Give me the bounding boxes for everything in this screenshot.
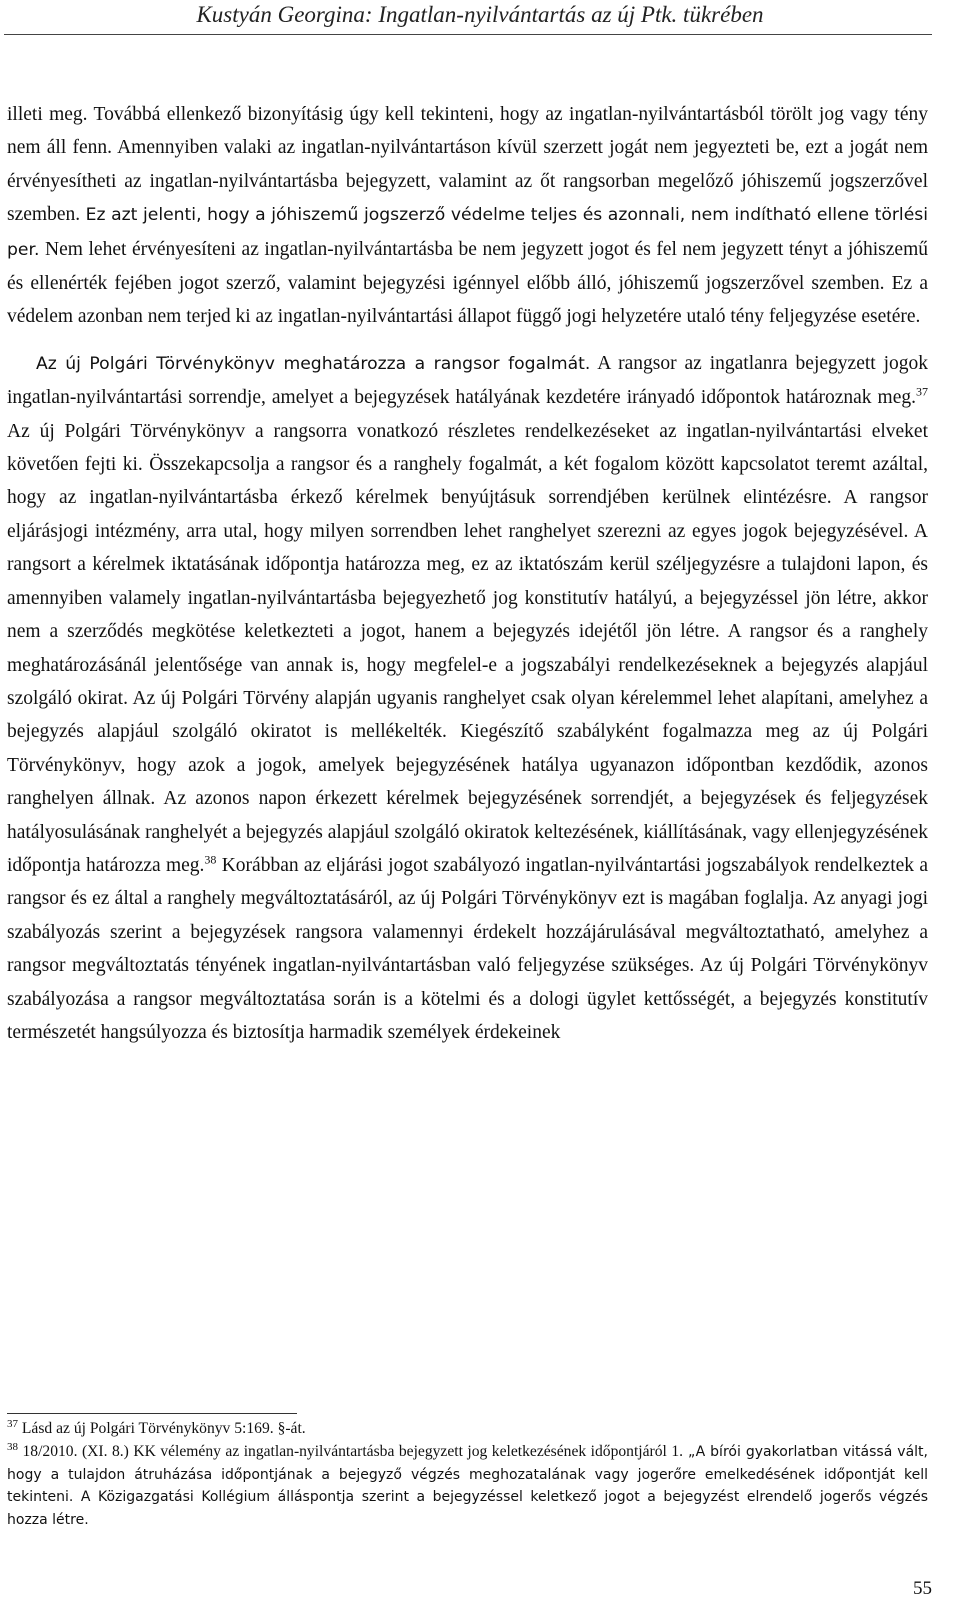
footnote-ref-38[interactable]: 38 bbox=[204, 852, 217, 867]
header-separator: : bbox=[364, 2, 379, 27]
paragraph-2 bbox=[7, 347, 928, 1050]
p2-segment-b: A rangsor az ingatlanra bejegyzett jogok ingatlan-nyilvántartási sorrendje, amelyet a bejegyzések hatályának kezdetére irányadó időpontok határoznak meg. bbox=[7, 352, 929, 409]
footnote-separator bbox=[7, 1413, 297, 1414]
p1-segment-c: Nem lehet érvényesíteni az ingatlan-nyilvántartásba be nem jegyzett jogot és fel nem jegyzett tényt a jóhiszemű és ellenérték fejében jogot szerző, valamint bejegyzési igénnyel előbb álló, jóhiszemű jogszerzővel szemben. Ez a védelem azonban nem terjed ki az ingatlan-nyilvántartási állapot függő jogi helyzetére utaló tény feljegyzése esetére. bbox=[7, 238, 928, 328]
p1-segment-a: illeti meg. Továbbá ellenkező bizonyításig úgy kell tekinteni, hogy az ingatlan-nyilvántartásból törölt jog vagy tény nem áll fenn. Amennyiben valaki az ingatlan-nyilvántartáson kívül szerzett jogát nem jegyezteti be, ezt a jogát nem érvényesítheti az ingatlan-nyilvántartásba bejegyzett, valamint az őt rangsorban megelőző jóhiszemű jogszerzővel szemben. bbox=[7, 104, 928, 226]
header-title: Ingatlan-nyilvántartás az új Ptk. tükrében bbox=[378, 2, 764, 27]
running-header bbox=[0, 2, 960, 28]
footnote-37-number: 37 bbox=[7, 1417, 18, 1430]
p2-segment-c: Az új Polgári Törvénykönyv a rangsorra vonatkozó részletes rendelkezéseket az ingatlan-nyilvántartási elveket követően fejti ki. Összekapcsolja a rangsor és a ranghely fogalmát, a két fogalom között kapcsolatot teremt azáltal, hogy az ingatlan-nyilvántartásba érkező kérelmek benyújtásuk sorrendjében kerülnek elintézésre. A rangsor eljárásjogi intézmény, arra utal, hogy milyen sorrendben lehet ranghelyet szerezni az egyes jogok bejegyzésével. A rangsort a kérelmek iktatásának időpontja határozza meg, ez az iktatószám kerül széljegyzésre a tulajdoni lapon, és amennyiben valamely ingatlan-nyilvántartásba bejegyezhető jog konstitutív hatályú, a bejegyzéssel jön létre, akkor nem a szerződés megkötése keletkezteti a jogot, hanem a bejegyzés idejétől jön létre. A rangsor és a ranghely meghatározásánál jelentősége van annak is, hogy megfelel-e a jogszabályi rendelkezéseknek a bejegyzés alapjául szolgáló okirat. Az új Polgári Törvény alapján ugyanis ranghelyet csak olyan kérelemmel lehet alapítani, amelyhez a bejegyzés alapjául szolgáló okiratot is mellékelték. Kiegészítő szabályként fogalmazza meg az új Polgári Törvénykönyv, hogy azok a jogok, amelyek bejegyzésének hatálya ugyanazon időpontban kezdődik, azonos ranghelyen állnak. Az azonos napon érkezett kérelmek bejegyzésének sorrendjét, a bejegyzések és feljegyzések hatályosulásának ranghelyét a bejegyzés alapjául szolgáló okiratok keltezésének, kiállításának, vagy ellenjegyzésének időpontja határozza meg. bbox=[7, 420, 928, 876]
footnote-38-text-a: 18/2010. (XI. 8.) KK vélemény az ingatlan-nyilvántartásba bejegyzett jog keletkezésének időpontjáról 1. bbox=[18, 1442, 684, 1460]
p2-segment-d: Korábban az eljárási jogot szabályozó ingatlan-nyilvántartási jogszabályok rendelkeztek a rangsor és ez által a ranghely megváltoztatásáról, az új Polgári Törvénykönyv ezt is magában foglalja. Az anyagi jogi szabályozás szerint a bejegyzések rangsora valamennyi érdekelt hozzájárulásával megváltoztatható, amelyhez a rangsor megváltoztatás tényének ingatlan-nyilvántartásban való feljegyzése szükséges. Az új Polgári Törvénykönyv szabályozása a rangsor megváltoztatása során is a kötelmi és a dologi ügylet kettősségét, a bejegyzés konstitutív természetét hangsúlyozza és biztosítja harmadik személyek érdekeinek bbox=[7, 854, 928, 1043]
footnote-37 bbox=[7, 1418, 928, 1441]
page-number: 55 bbox=[913, 1578, 932, 1599]
footnote-37-text: Lásd az új Polgári Törvénykönyv 5:169. §-át. bbox=[18, 1420, 306, 1437]
footnote-38-text-b: „A bírói gyakorlatban vitássá vált, hogy a tulajdon átruházása időpontjának a bejegyző végzés meghozatalának vagy jogerőre emelkedésének időpontját kell tekinteni. A Közigazgatási Kollégium álláspontja szerint a bejegyzéssel keletkező jogot a bejegyzést elrendelő jogerős végzés hozza létre. bbox=[7, 1443, 928, 1529]
header-author: Kustyán Georgina bbox=[196, 2, 365, 27]
footnote-38-number: 38 bbox=[7, 1440, 18, 1453]
header-rule bbox=[4, 34, 932, 35]
footnote-38 bbox=[7, 1441, 928, 1532]
footnote-ref-37[interactable]: 37 bbox=[916, 384, 928, 399]
p2-segment-a: Az új Polgári Törvénykönyv meghatározza a rangsor fogalmát. bbox=[36, 353, 591, 374]
footnotes bbox=[7, 1418, 928, 1532]
paragraph-1 bbox=[7, 98, 928, 334]
p1-segment-b: Ez azt jelenti, hogy a jóhiszemű jogszerző védelme teljes és azonnali, nem indítható ellene törlési per. bbox=[7, 205, 928, 260]
body-text bbox=[7, 98, 928, 1049]
